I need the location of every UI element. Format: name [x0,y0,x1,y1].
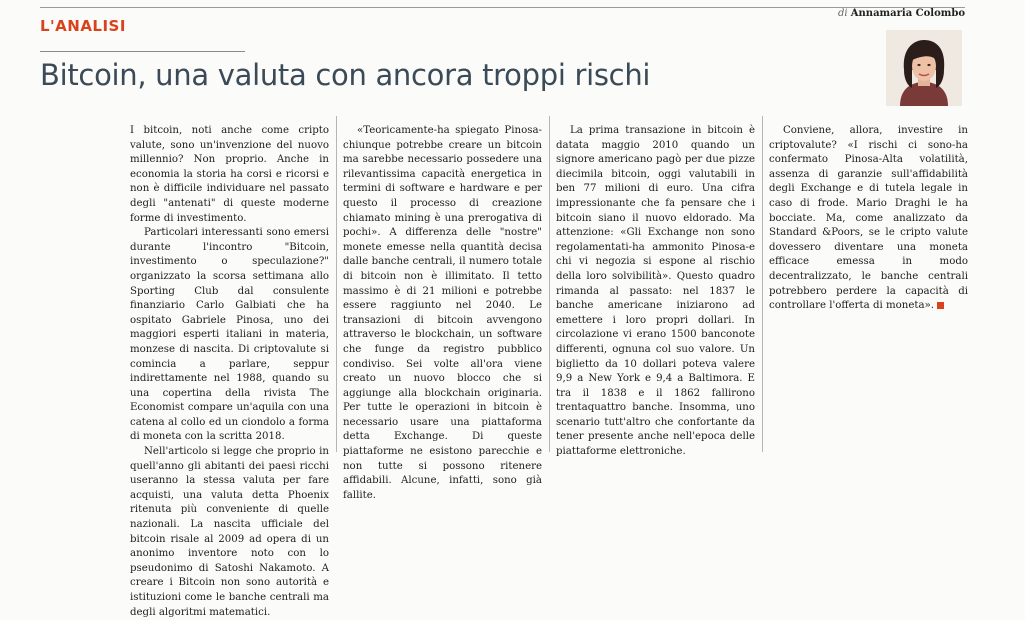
article-paragraph-4: «Teoricamente-ha spiegato Pinosa-chiunque potrebbe creare un bitcoin ma sarebbe necessario possedere una rilevantissima capacità energetica in termini di software e hardware e per questo il processo di creazione chiamato mining è una prerogativa di pochi». A differenza delle "nostre" monete emesse nella quantità decisa dalle banche centrali, il numero totale di bitcoin non è illimitato. Il tetto massimo è di 21 milioni e potrebbe essere raggiunto nel 2040. Le transazioni di bitcoin avvengono attraverso le blockchain, un software che funge da registro pubblico condiviso. Sei volte all'ora viene creato un nuovo blocco che si aggiunge alla blockchain originaria. Per tutte le operazioni in bitcoin è necessario usare una piattaforma detta Exchange. Di queste piattaforme ne esistono parecchie e non tutte si possono ritenere affidabili. Alcune, infatti, sono già fallite. [343,125,542,501]
article-column-3 [556,124,755,458]
article-column-1 [130,124,329,618]
article-paragraph-2: Particolari interessanti sono emersi durante l'incontro "Bitcoin, investimento o speculazione?" organizzato la scorsa settimana allo Sporting Club dal consulente finanziario Carlo Galbiati che ha ospitato Gabriele Pinosa, uno dei maggiori esperti italiani in materia, monzese di nascita. Di criptovalute si comincia a parlare, seppur indirettamente nel 1988, quando su una copertina della rivista The Economist compare un'aquila con una catena al collo ed un ciondolo a forma di moneta con la scritta 2018. [130,227,329,443]
top-rule [40,7,965,8]
end-mark-icon [937,302,944,309]
author-name: Annamaria Colombo [850,8,965,19]
section-rule [40,51,245,52]
article-paragraph-6-text: Conviene, allora, investire in criptovalute? «I rischi ci sono-ha confermato Pinosa-Alta volatilità, assenza di garanzie sull'affidabilità degli Exchange e di tutela legale in caso di frode. Mario Draghi le ha bocciate. Ma, come analizzato da Standard &Poors, se le cripto valute dovessero diventare una moneta efficace emessa in modo decentralizzato, le banche centrali potrebbero perdere la capacità di controllare l'offerta di moneta». [769,125,968,312]
byline-prefix: di [837,8,848,19]
article-headline: Bitcoin, una valuta con ancora troppi rischi [40,58,651,92]
byline [838,8,965,19]
article-paragraph-5: La prima transazione in bitcoin è datata maggio 2010 quando un signore americano pagò per due pizze diecimila bitcoin, oggi valutabili in ben 77 milioni di euro. Una cifra impressionante che fa pensare che i bitcoin siano il nuovo eldorado. Ma attenzione: «Gli Exchange non sono regolamentati-ha ammonito Pinosa-e chi vi negozia si espone al rischio della loro solvibilità». Questo quadro rimanda al passato: nel 1837 le banche americane iniziarono ad emettere i loro propri dollari. In circolazione vi erano 1500 banconote differenti, ognuna col suo valore. Un biglietto da 10 dollari poteva valere 9,9 a New York e 9,4 a Baltimora. E tra il 1838 e il 1862 fallirono trentaquattro banche. Insomma, uno scenario tutt'altro che confortante da tener presente anche nell'epoca delle piattaforme elettroniche. [556,125,755,458]
section-label: L'ANALISI [40,17,126,35]
article-column-4 [769,124,968,452]
author-portrait-icon [886,30,962,106]
article-paragraph-1: I bitcoin, noti anche come cripto valute, sono un'invenzione del nuovo millennio? Non proprio. Anche in economia la storia ha corsi e ricorsi e non è difficile individuare nel passato degli "antenati" di queste moderne forme di investimento. [130,125,329,224]
article-paragraph-6 [769,124,968,314]
article-column-2 [343,124,542,501]
article-body [130,124,970,618]
article-paragraph-3: Nell'articolo si legge che proprio in quell'anno gli abitanti dei paesi ricchi useranno la stessa valuta per fare acquisti, una valuta detta Phoenix ritenuta più conveniente di quelle nazionali. La nascita ufficiale del bitcoin risale al 2009 ad opera di un anonimo inventore noto con lo pseudonimo di Satoshi Nakamoto. A creare i Bitcoin non sono autorità e istituzioni come le banche centrali ma degli algoritmi matematici. [130,446,329,618]
